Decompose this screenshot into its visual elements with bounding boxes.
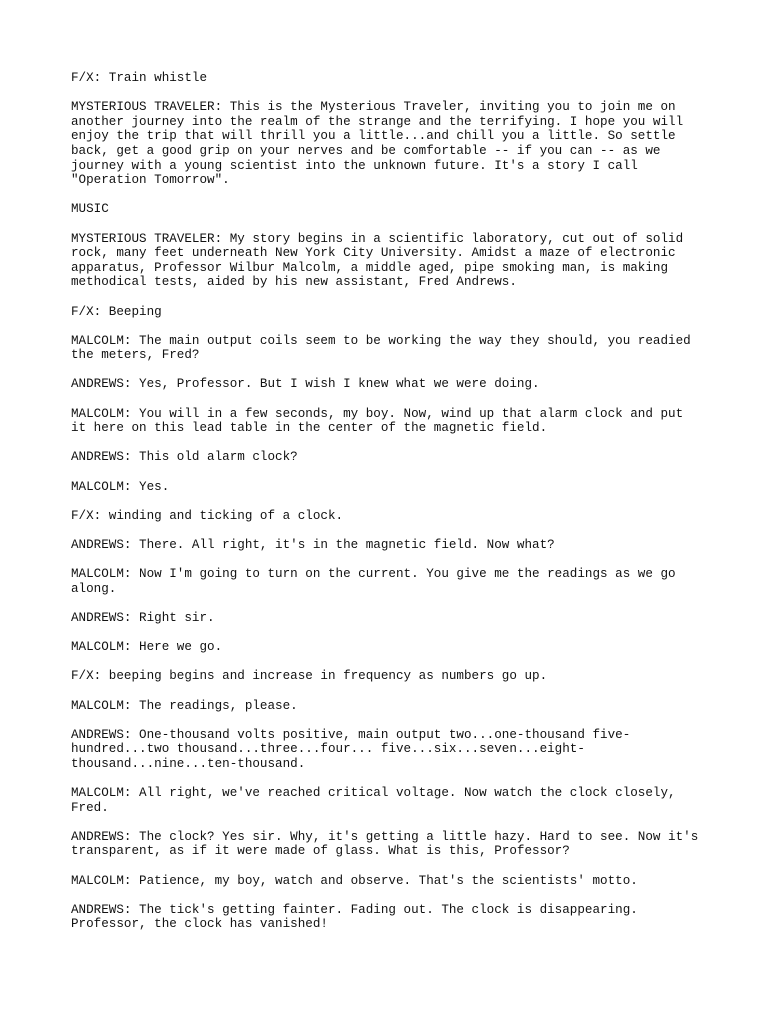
- dialogue-paragraph: MYSTERIOUS TRAVELER: This is the Mysterious Traveler, inviting you to join me on another journey into the realm of the strange and the terrifying. I hope you will enjoy the trip that will thrill you a little...and chill you a little. So settle back, get a good grip on your nerves and be comfortable -- if you can -- as we journey with a young scientist into the unknown future. It's a story I call "Operation Tomorrow".: [71, 100, 684, 188]
- dialogue-paragraph: ANDREWS: There. All right, it's in the magnetic field. Now what?: [71, 538, 555, 552]
- dialogue-paragraph: ANDREWS: Right sir.: [71, 610, 215, 625]
- dialogue-paragraph: MALCOLM: The main output coils seem to be working the way they should, you readied the meters, Fred?: [71, 333, 691, 363]
- sound-effect-line: F/X: Train whistle: [71, 71, 208, 85]
- sound-effect-line: F/X: winding and ticking of a clock.: [71, 508, 344, 523]
- dialogue-paragraph: ANDREWS: Yes, Professor. But I wish I knew what we were doing.: [71, 377, 540, 392]
- dialogue-paragraph: MALCOLM: Now I'm going to turn on the current. You give me the readings as we go along.: [71, 567, 676, 596]
- dialogue-paragraph: ANDREWS: The tick's getting fainter. Fading out. The clock is disappearing. Professor, the clock has vanished!: [71, 902, 638, 932]
- music-cue-line: MUSIC: [71, 202, 109, 217]
- dialogue-paragraph: ANDREWS: One-thousand volts positive, main output two...one-thousand five- hundred...two thousand...three...four... five...six...seven...eight- thousand...nine...ten-thousand.: [71, 727, 631, 771]
- dialogue-paragraph: MALCOLM: Patience, my boy, watch and observe. That's the scientists' motto.: [71, 873, 638, 888]
- dialogue-paragraph: MALCOLM: Yes.: [71, 479, 170, 494]
- dialogue-paragraph: MALCOLM: All right, we've reached critical voltage. Now watch the clock closely, Fred.: [71, 786, 676, 815]
- dialogue-paragraph: ANDREWS: The clock? Yes sir. Why, it's getting a little hazy. Hard to see. Now it's transparent, as if it were made of glass. What is this, Professor?: [71, 829, 699, 859]
- dialogue-paragraph: MALCOLM: The readings, please.: [71, 698, 298, 713]
- script-page: [71, 71, 711, 947]
- dialogue-paragraph: MALCOLM: You will in a few seconds, my boy. Now, wind up that alarm clock and put it here on this lead table in the center of the magnetic field.: [71, 406, 684, 436]
- dialogue-paragraph: MALCOLM: Here we go.: [71, 640, 223, 655]
- dialogue-paragraph: ANDREWS: This old alarm clock?: [71, 450, 298, 465]
- sound-effect-line: F/X: beeping begins and increase in frequency as numbers go up.: [71, 669, 548, 684]
- dialogue-paragraph: MYSTERIOUS TRAVELER: My story begins in a scientific laboratory, cut out of solid rock, many feet underneath New York City University. Amidst a maze of electronic apparatus, Professor Wilbur Malcolm, a middle aged, pipe smoking man, is making methodical tests, aided by his new assistant, Fred Andrews.: [71, 231, 684, 290]
- sound-effect-line: F/X: Beeping: [71, 304, 162, 319]
